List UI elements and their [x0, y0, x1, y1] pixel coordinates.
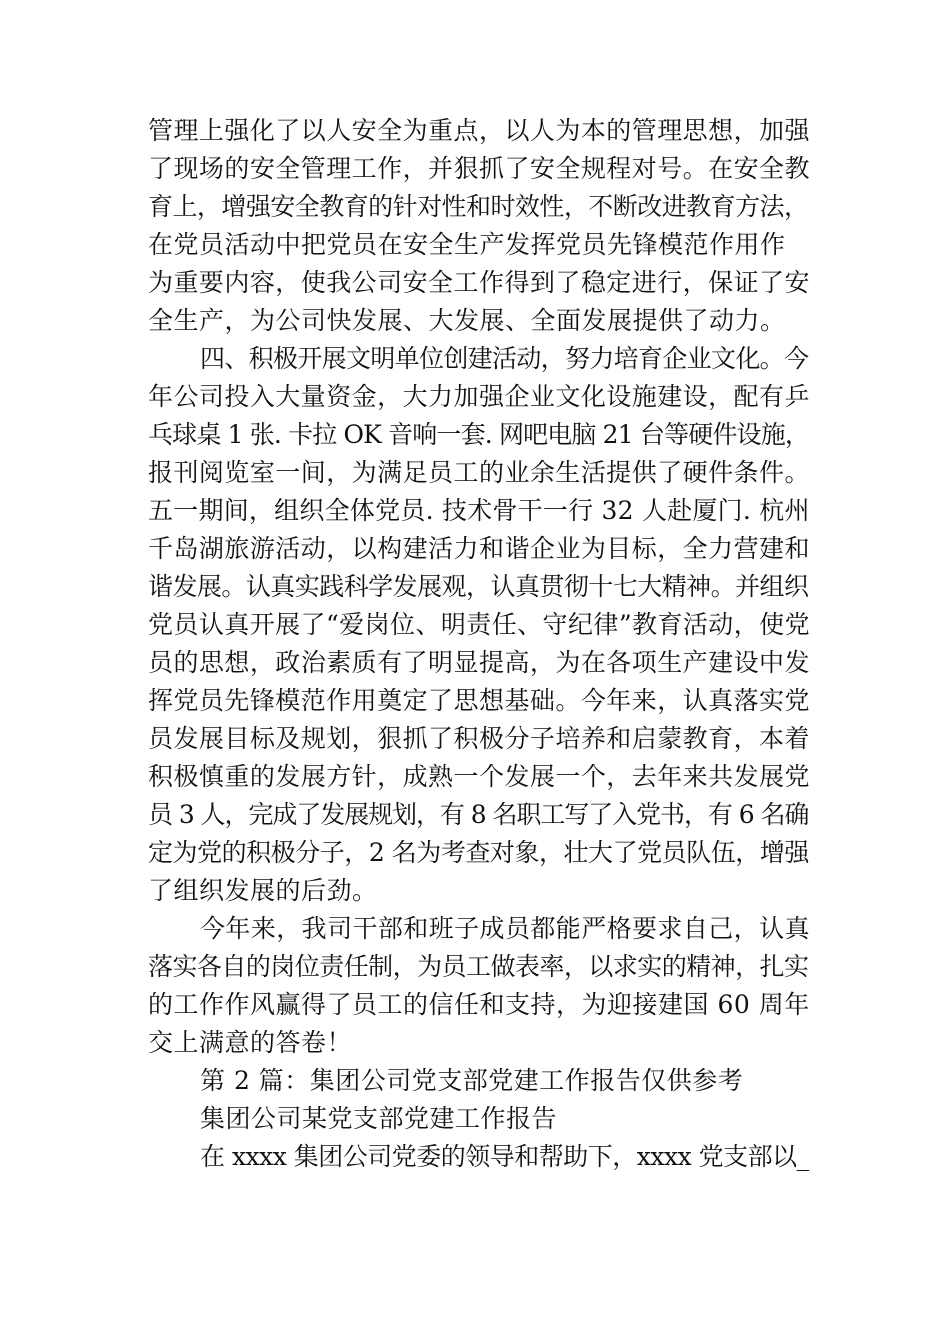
- text-line: 在 xxxx 集团公司党委的领导和帮助下，xxxx 党支部以_: [200, 1142, 809, 1171]
- text-line: 了组织发展的后劲。: [148, 876, 378, 905]
- text-line: 千岛湖旅游活动，以构建活力和谐企业为目标，全力营建和: [148, 534, 810, 563]
- text-line: 今年来，我司干部和班子成员都能严格要求自己，认真: [200, 914, 810, 943]
- text-line: 员的思想，政治素质有了明显提高，为在各项生产建设中发: [148, 648, 810, 677]
- paragraph: [148, 340, 808, 910]
- text-line: 报刊阅览室一间，为满足员工的业余生活提供了硬件条件。: [148, 458, 810, 487]
- text-line: 交上满意的答卷！: [148, 1028, 353, 1057]
- text-line: 乓球桌 1 张. 卡拉 OK 音响一套. 网吧电脑 21 台等硬件设施，: [148, 420, 810, 449]
- text-line: 为重要内容，使我公司安全工作得到了稳定进行，保证了安: [148, 268, 810, 297]
- text-line: 在党员活动中把党员在安全生产发挥党员先锋模范作用作: [148, 230, 786, 259]
- text-line: 挥党员先锋模范作用奠定了思想基础。今年来，认真落实党: [148, 686, 810, 715]
- text-line: 落实各自的岗位责任制，为员工做表率，以求实的精神，扎实: [148, 952, 809, 981]
- text-line: 员 3 人，完成了发展规划，有 8 名职工写了入党书，有 6 名确: [148, 800, 809, 829]
- paragraph: [148, 1062, 808, 1100]
- text-line: 定为党的积极分子，2 名为考查对象，壮大了党员队伍，增强: [148, 838, 809, 867]
- paragraph: [148, 1100, 808, 1138]
- text-line: 员发展目标及规划，狠抓了积极分子培养和启蒙教育，本着: [148, 724, 810, 753]
- text-line: 育上，增强安全教育的针对性和时效性，不断改进教育方法，: [148, 192, 809, 221]
- text-line: 年公司投入大量资金，大力加强企业文化设施建设，配有乒: [148, 382, 810, 411]
- text-line: 的工作作风赢得了员工的信任和支持，为迎接建国 60 周年: [148, 990, 810, 1019]
- text-line: 五一期间，组织全体党员. 技术骨干一行 32 人赴厦门. 杭州: [148, 496, 810, 525]
- paragraph: [148, 910, 808, 1062]
- text-line: 四、积极开展文明单位创建活动，努力培育企业文化。今: [200, 344, 809, 373]
- paragraph: [148, 1138, 808, 1176]
- text-line: 党员认真开展了“爱岗位、明责任、守纪律”教育活动，使党: [148, 610, 810, 639]
- text-line: 管理上强化了以人安全为重点，以人为本的管理思想，加强: [148, 116, 810, 145]
- text-line: 积极慎重的发展方针，成熟一个发展一个，去年来共发展党: [148, 762, 810, 791]
- paragraph: [148, 112, 808, 340]
- text-line: 集团公司某党支部党建工作报告: [200, 1104, 558, 1133]
- document-body: [148, 112, 808, 1176]
- text-line: 谐发展。认真实践科学发展观，认真贯彻十七大精神。并组织: [148, 572, 809, 601]
- text-line: 全生产，为公司快发展、大发展、全面发展提供了动力。: [148, 306, 786, 335]
- text-line: 了现场的安全管理工作，并狠抓了安全规程对号。在安全教: [148, 154, 810, 183]
- text-line: 第 2 篇：集团公司党支部党建工作报告仅供参考: [200, 1066, 744, 1095]
